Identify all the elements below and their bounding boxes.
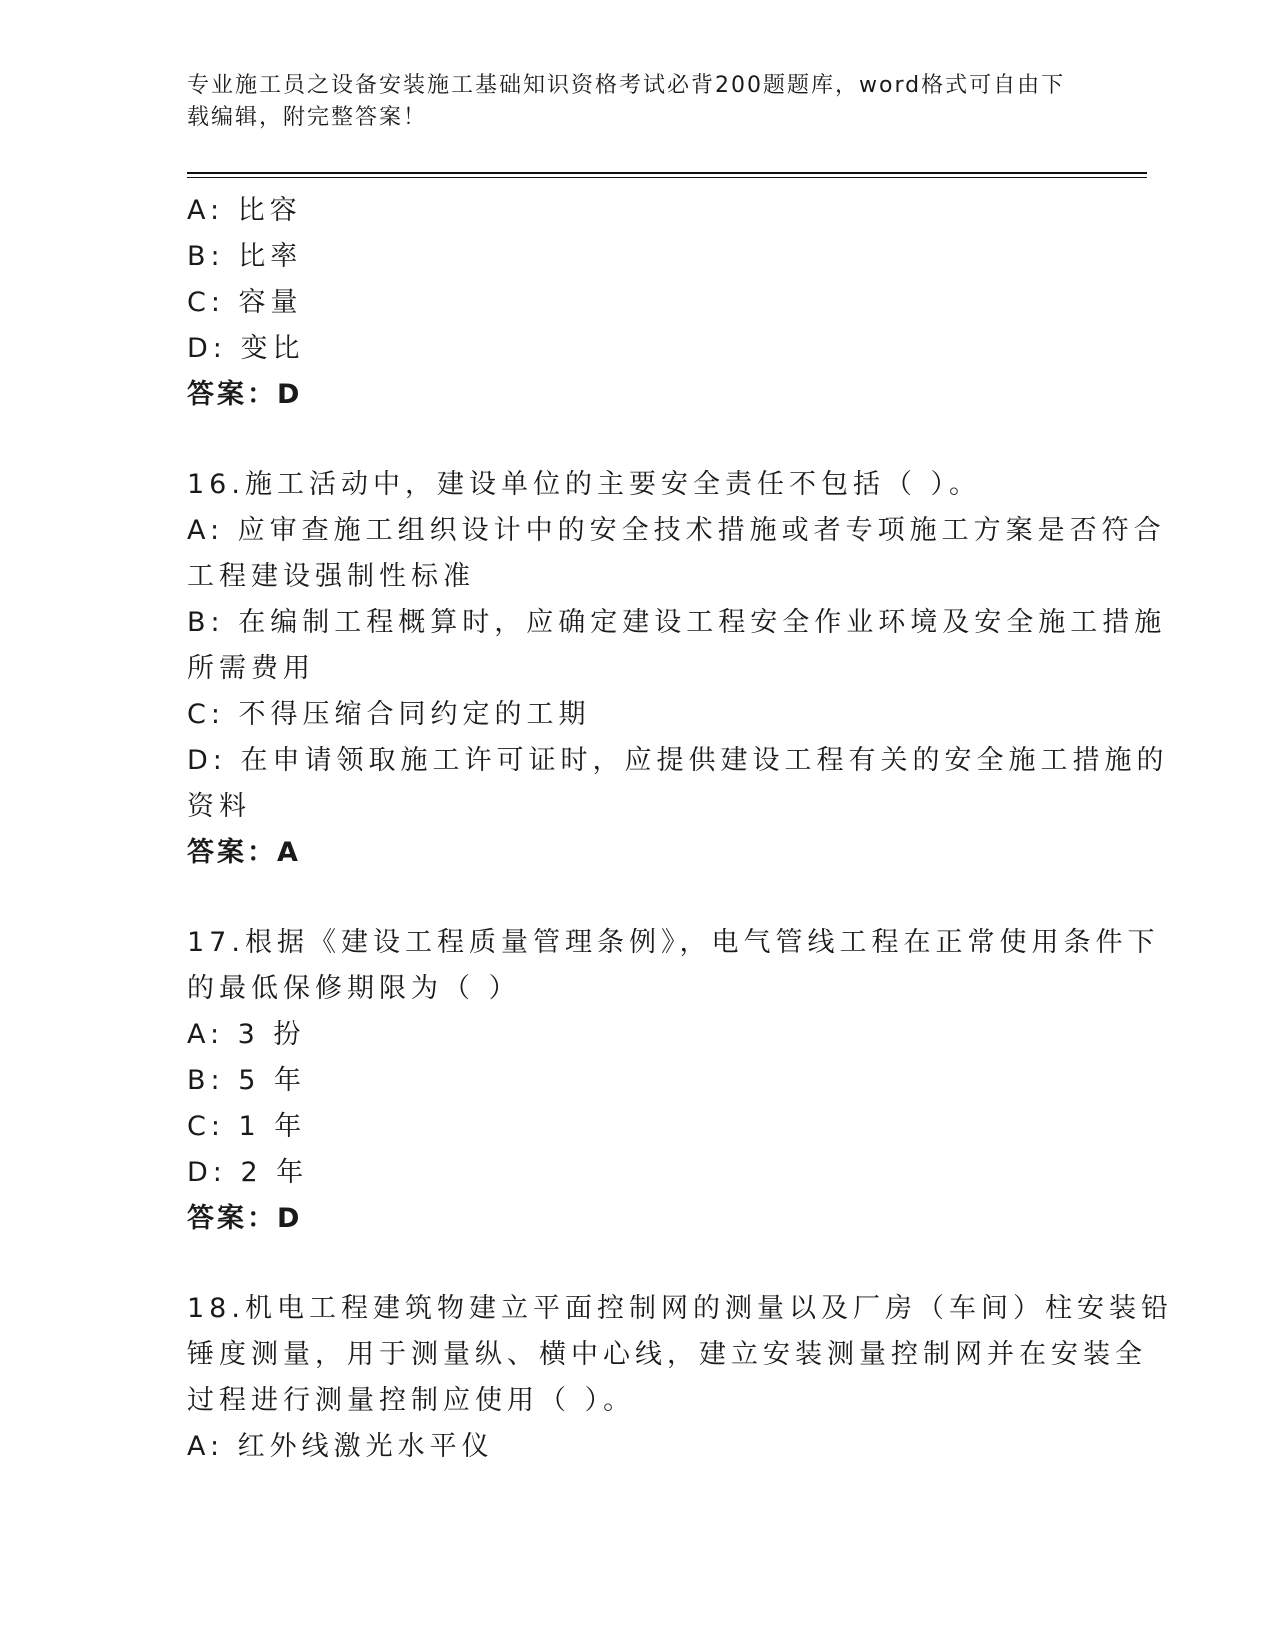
question-stem-continued: 的最低保修期限为（ ） [187,973,521,1004]
option-d: D: 在申请领取施工许可证时，应提供建设工程有关的安全施工措施的 [187,745,1169,776]
option-d-continued: 资料 [187,791,251,822]
option-b: B: 在编制工程概算时，应确定建设工程安全作业环境及安全施工措施 [187,607,1167,638]
option-b: B: 比率 [187,241,303,272]
option-d: D: 2 年 [187,1157,309,1188]
document-page [187,70,1173,1470]
answer: 答案：D [187,1203,303,1234]
option-a: A: 红外线激光水平仪 [187,1431,494,1462]
question-stem: 17.根据《建设工程质量管理条例》，电气管线工程在正常使用条件下 [187,927,1160,958]
option-d: D: 变比 [187,333,305,364]
option-c: C: 容量 [187,287,303,318]
option-b-continued: 所需费用 [187,653,315,684]
option-a: A: 3 扮 [187,1019,306,1050]
question-stem-continued: 过程进行测量控制应使用（ ）。 [187,1385,636,1416]
answer: 答案：D [187,379,303,410]
option-b: B: 5 年 [187,1065,306,1096]
question-stem-continued: 锤度测量，用于测量纵、横中心线，建立安装测量控制网并在安装全 [187,1339,1147,1370]
question-stem: 18.机电工程建筑物建立平面控制网的测量以及厂房（车间）柱安装铅 [187,1293,1173,1324]
question-stem: 16.施工活动中，建设单位的主要安全责任不包括（ ）。 [187,469,982,500]
document-header: 专业施工员之设备安装施工基础知识资格考试必背200题题库，word格式可自由下载编辑，附完整答案！ [187,73,1066,130]
option-a-continued: 工程建设强制性标准 [187,561,475,592]
option-c: C: 1 年 [187,1111,307,1142]
answer: 答案：A [187,837,301,868]
question-list [187,188,1173,1470]
option-a: A: 应审查施工组织设计中的安全技术措施或者专项施工方案是否符合 [187,515,1166,546]
option-c: C: 不得压缩合同约定的工期 [187,699,591,730]
header-divider [187,172,1147,178]
option-a: A: 比容 [187,195,302,226]
